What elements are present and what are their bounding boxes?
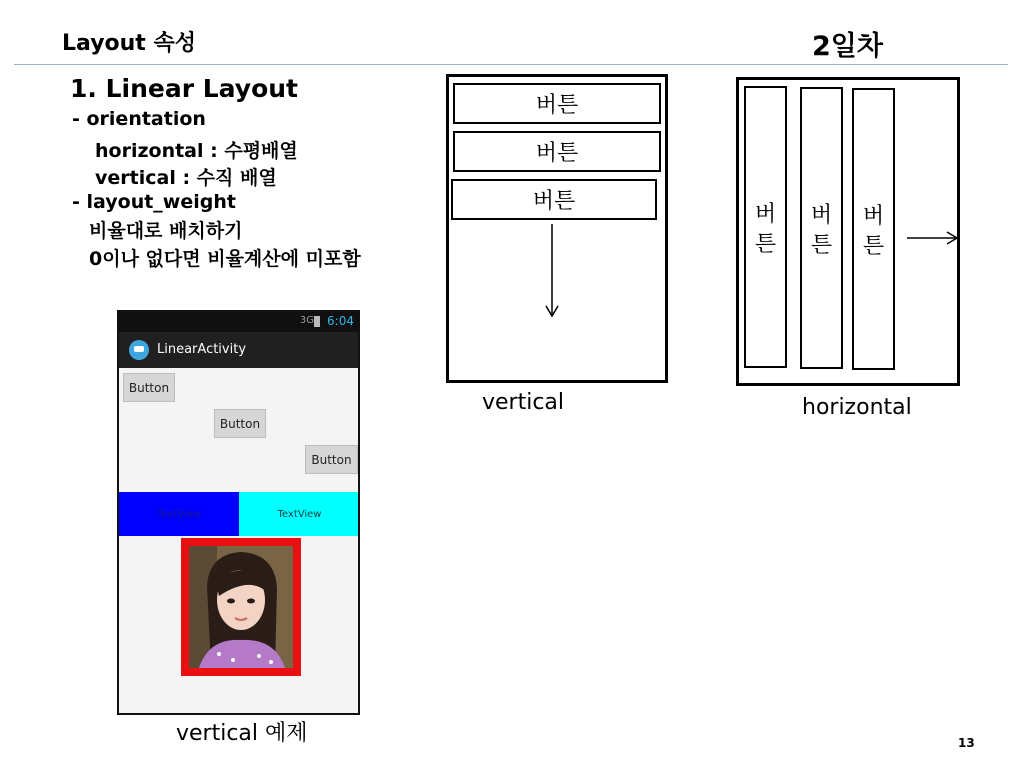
char: 버 bbox=[754, 202, 777, 227]
image-view-frame bbox=[181, 538, 301, 676]
textview-right: TextView bbox=[239, 492, 360, 536]
header-divider bbox=[14, 64, 1008, 65]
line-horizontal: horizontal : 수평배열 bbox=[95, 140, 298, 162]
day-label: 2일차 bbox=[812, 31, 883, 62]
app-icon bbox=[129, 340, 149, 360]
bullet-orientation: - orientation bbox=[72, 108, 206, 130]
example-caption: vertical 예제 bbox=[176, 721, 308, 746]
vertical-button-3: 버튼 bbox=[451, 179, 657, 220]
signal-icon: 3G bbox=[299, 315, 314, 326]
line-weight-zero: 0이나 없다면 비율계산에 미포함 bbox=[89, 248, 361, 270]
down-arrow-icon bbox=[540, 222, 564, 322]
android-screenshot bbox=[117, 310, 360, 715]
line-vertical: vertical : 수직 배열 bbox=[95, 167, 277, 189]
horizontal-button-2-label bbox=[810, 201, 834, 367]
bullet-layout-weight: - layout_weight bbox=[72, 191, 236, 213]
char: 튼 bbox=[810, 233, 833, 258]
horizontal-button-1-label bbox=[754, 200, 778, 366]
vertical-button-1: 버튼 bbox=[453, 83, 661, 124]
char: 튼 bbox=[862, 234, 885, 259]
horizontal-caption: horizontal bbox=[802, 395, 912, 420]
status-time: 6:04 bbox=[327, 314, 354, 328]
section-title: 1. Linear Layout bbox=[70, 74, 299, 103]
char: 버 bbox=[862, 204, 885, 229]
portrait-photo bbox=[189, 546, 293, 668]
app-button-3[interactable]: Button bbox=[305, 445, 358, 474]
vertical-caption: vertical bbox=[482, 390, 565, 415]
horizontal-button-2 bbox=[800, 87, 843, 369]
horizontal-button-1 bbox=[744, 86, 787, 368]
line-weight-desc: 비율대로 배치하기 bbox=[89, 220, 243, 242]
app-button-1[interactable]: Button bbox=[123, 373, 175, 402]
status-bar bbox=[119, 312, 358, 332]
battery-icon bbox=[314, 316, 320, 327]
right-arrow-icon bbox=[905, 228, 961, 248]
textview-left: TextView bbox=[119, 492, 239, 536]
char: 튼 bbox=[754, 232, 777, 257]
app-button-2[interactable]: Button bbox=[214, 409, 266, 438]
horizontal-button-3 bbox=[852, 88, 895, 370]
slide-title: Layout 속성 bbox=[62, 31, 196, 56]
app-title: LinearActivity bbox=[157, 342, 247, 357]
action-bar bbox=[119, 332, 358, 368]
horizontal-button-3-label bbox=[862, 202, 886, 368]
vertical-button-2: 버튼 bbox=[453, 131, 661, 172]
page-number: 13 bbox=[958, 736, 975, 750]
char: 버 bbox=[810, 203, 833, 228]
